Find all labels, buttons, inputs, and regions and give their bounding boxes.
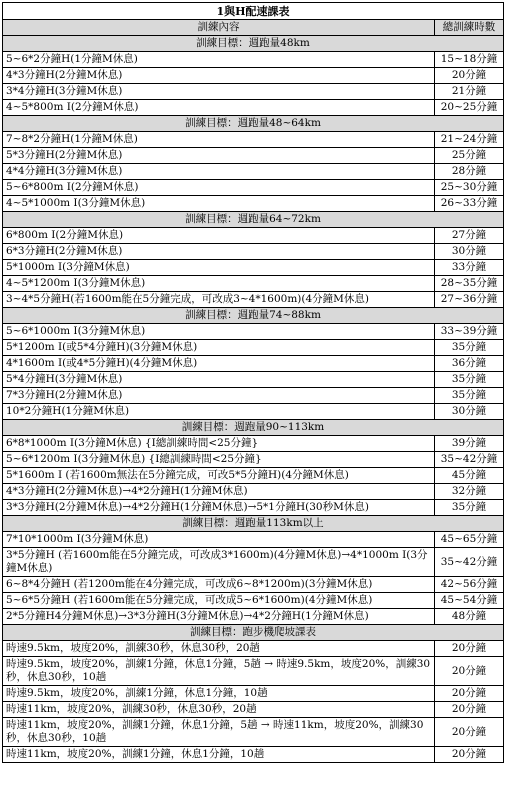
table-row	[3, 641, 504, 657]
document-page	[0, 2, 505, 802]
workout-content-cell: 5*1000m I(3分鐘M休息)	[3, 260, 435, 276]
workout-content-cell: 時速11km，坡度20%，訓練1分鐘，休息1分鐘，5趟 → 時速11km，坡度20%，訓練30秒，休息30秒，10趟	[3, 718, 435, 747]
table-row	[3, 686, 504, 702]
total-time-cell: 20分鐘	[435, 657, 504, 686]
total-time-cell: 20分鐘	[435, 641, 504, 657]
table-row	[3, 100, 504, 116]
table-row	[3, 324, 504, 340]
total-time-cell: 33~39分鐘	[435, 324, 504, 340]
workout-content-cell: 時速9.5km，坡度20%，訓練30秒，休息30秒，20趟	[3, 641, 435, 657]
table-row	[3, 388, 504, 404]
workout-content-cell: 3*3分鐘H(2分鐘M休息)→4*2分鐘H(1分鐘M休息)→5*1分鐘H(30秒M休息)	[3, 500, 435, 516]
table-row	[3, 657, 504, 686]
total-time-cell: 15~18分鐘	[435, 52, 504, 68]
table-row	[3, 84, 504, 100]
total-time-cell: 26~33分鐘	[435, 196, 504, 212]
training-schedule-table	[2, 2, 504, 763]
workout-content-cell: 時速9.5km，坡度20%，訓練1分鐘，休息1分鐘，10趟	[3, 686, 435, 702]
workout-content-cell: 3*4分鐘H(3分鐘M休息)	[3, 84, 435, 100]
table-row	[3, 404, 504, 420]
section-heading-row	[3, 420, 504, 436]
table-row	[3, 452, 504, 468]
table-row	[3, 593, 504, 609]
table-row	[3, 532, 504, 548]
workout-content-cell: 5~6*2分鐘H(1分鐘M休息)	[3, 52, 435, 68]
table-row	[3, 292, 504, 308]
total-time-cell: 30分鐘	[435, 404, 504, 420]
workout-content-cell: 5*4分鐘H(3分鐘M休息)	[3, 372, 435, 388]
workout-content-cell: 6*3分鐘H(2分鐘M休息)	[3, 244, 435, 260]
table-row	[3, 436, 504, 452]
section-heading: 訓練目標：週跑量113km以上	[3, 516, 504, 532]
workout-content-cell: 5*3分鐘H(2分鐘M休息)	[3, 148, 435, 164]
total-time-cell: 32分鐘	[435, 484, 504, 500]
total-time-cell: 35~42分鐘	[435, 452, 504, 468]
table-row	[3, 68, 504, 84]
table-row	[3, 132, 504, 148]
workout-content-cell: 5~6*1200m I(3分鐘M休息) {I總訓練時間<25分鐘}	[3, 452, 435, 468]
table-row	[3, 484, 504, 500]
total-time-cell: 28分鐘	[435, 164, 504, 180]
workout-content-cell: 10*2分鐘H(1分鐘M休息)	[3, 404, 435, 420]
table-row	[3, 164, 504, 180]
workout-content-cell: 6*800m I(2分鐘M休息)	[3, 228, 435, 244]
workout-content-cell: 5~6*800m I(2分鐘M休息)	[3, 180, 435, 196]
table-row	[3, 180, 504, 196]
table-row	[3, 548, 504, 577]
workout-content-cell: 5~6*1000m I(3分鐘M休息)	[3, 324, 435, 340]
total-time-cell: 20分鐘	[435, 686, 504, 702]
total-time-cell: 35分鐘	[435, 388, 504, 404]
table-row	[3, 228, 504, 244]
total-time-cell: 20分鐘	[435, 747, 504, 763]
total-time-cell: 39分鐘	[435, 436, 504, 452]
total-time-cell: 45~54分鐘	[435, 593, 504, 609]
workout-content-cell: 4*3分鐘H(2分鐘M休息)	[3, 68, 435, 84]
workout-content-cell: 7*10*1000m I(3分鐘M休息)	[3, 532, 435, 548]
total-time-cell: 28~35分鐘	[435, 276, 504, 292]
workout-content-cell: 時速9.5km，坡度20%，訓練1分鐘，休息1分鐘，5趟 → 時速9.5km，坡度20%，訓練30秒，休息30秒，10趟	[3, 657, 435, 686]
table-title: 1與H配速課表	[3, 3, 504, 20]
section-heading-row	[3, 212, 504, 228]
total-time-cell: 25~30分鐘	[435, 180, 504, 196]
table-row	[3, 356, 504, 372]
total-time-cell: 36分鐘	[435, 356, 504, 372]
total-time-cell: 35分鐘	[435, 372, 504, 388]
table-row	[3, 577, 504, 593]
table-row	[3, 148, 504, 164]
workout-content-cell: 7~8*2分鐘H(1分鐘M休息)	[3, 132, 435, 148]
workout-content-cell: 3~4*5分鐘H(若1600m能在5分鐘完成，可改成3~4*1600m)(4分鐘M休息)	[3, 292, 435, 308]
workout-content-cell: 4~5*800m I(2分鐘M休息)	[3, 100, 435, 116]
table-row	[3, 276, 504, 292]
table-row	[3, 609, 504, 625]
column-header-time: 總訓練時數	[435, 20, 504, 36]
total-time-cell: 20分鐘	[435, 68, 504, 84]
workout-content-cell: 2*5分鐘H4分鐘M休息)→3*3分鐘H(3分鐘M休息)→4*2分鐘H(1分鐘M休息)	[3, 609, 435, 625]
section-heading: 訓練目標：週跑量64~72km	[3, 212, 504, 228]
workout-content-cell: 5*1200m I(或5*4分鐘H)(3分鐘M休息)	[3, 340, 435, 356]
workout-content-cell: 3*5分鐘H (若1600m能在5分鐘完成，可改成3*1600m)(4分鐘M休息)→4*1000m I(3分鐘M休息)	[3, 548, 435, 577]
total-time-cell: 42~56分鐘	[435, 577, 504, 593]
total-time-cell: 45~65分鐘	[435, 532, 504, 548]
total-time-cell: 30分鐘	[435, 244, 504, 260]
title-row	[3, 3, 504, 20]
table-row	[3, 500, 504, 516]
workout-content-cell: 4~5*1200m I(3分鐘M休息)	[3, 276, 435, 292]
section-heading-row	[3, 625, 504, 641]
total-time-cell: 27分鐘	[435, 228, 504, 244]
table-row	[3, 372, 504, 388]
workout-content-cell: 時速11km，坡度20%，訓練30秒，休息30秒，20趟	[3, 702, 435, 718]
section-heading-row	[3, 308, 504, 324]
workout-content-cell: 時速11km，坡度20%，訓練1分鐘，休息1分鐘，10趟	[3, 747, 435, 763]
total-time-cell: 20分鐘	[435, 718, 504, 747]
total-time-cell: 35分鐘	[435, 340, 504, 356]
total-time-cell: 48分鐘	[435, 609, 504, 625]
section-heading: 訓練目標：週跑量48~64km	[3, 116, 504, 132]
section-heading: 訓練目標：週跑量48km	[3, 36, 504, 52]
total-time-cell: 35分鐘	[435, 500, 504, 516]
header-row	[3, 20, 504, 36]
total-time-cell: 35~42分鐘	[435, 548, 504, 577]
table-row	[3, 196, 504, 212]
table-row	[3, 702, 504, 718]
total-time-cell: 27~36分鐘	[435, 292, 504, 308]
workout-content-cell: 4*1600m I(或4*5分鐘H)(4分鐘M休息)	[3, 356, 435, 372]
section-heading-row	[3, 116, 504, 132]
total-time-cell: 20分鐘	[435, 702, 504, 718]
table-row	[3, 468, 504, 484]
workout-content-cell: 6*8*1000m I(3分鐘M休息) {I總訓練時間<25分鐘}	[3, 436, 435, 452]
workout-content-cell: 7*3分鐘H(2分鐘M休息)	[3, 388, 435, 404]
table-row	[3, 718, 504, 747]
table-row	[3, 340, 504, 356]
total-time-cell: 21分鐘	[435, 84, 504, 100]
workout-content-cell: 5~6*5分鐘H (若1600m能在5分鐘完成，可改成5~6*1600m)(4分鐘M休息)	[3, 593, 435, 609]
total-time-cell: 45分鐘	[435, 468, 504, 484]
column-header-content: 訓練內容	[3, 20, 435, 36]
workout-content-cell: 5*1600m I (若1600m無法在5分鐘完成，可改5*5分鐘H)(4分鐘M休息)	[3, 468, 435, 484]
total-time-cell: 21~24分鐘	[435, 132, 504, 148]
section-heading: 訓練目標：週跑量90~113km	[3, 420, 504, 436]
workout-content-cell: 4~5*1000m I(3分鐘M休息)	[3, 196, 435, 212]
table-row	[3, 747, 504, 763]
total-time-cell: 25分鐘	[435, 148, 504, 164]
section-heading-row	[3, 516, 504, 532]
table-row	[3, 52, 504, 68]
workout-content-cell: 4*4分鐘H(3分鐘M休息)	[3, 164, 435, 180]
total-time-cell: 33分鐘	[435, 260, 504, 276]
section-heading: 訓練目標：跑步機爬坡課表	[3, 625, 504, 641]
workout-content-cell: 6~8*4分鐘H (若1200m能在4分鐘完成，可改成6~8*1200m)(3分鐘M休息)	[3, 577, 435, 593]
table-row	[3, 244, 504, 260]
table-row	[3, 260, 504, 276]
section-heading: 訓練目標：週跑量74~88km	[3, 308, 504, 324]
total-time-cell: 20~25分鐘	[435, 100, 504, 116]
section-heading-row	[3, 36, 504, 52]
workout-content-cell: 4*3分鐘H(2分鐘M休息)→4*2分鐘H(1分鐘M休息)	[3, 484, 435, 500]
